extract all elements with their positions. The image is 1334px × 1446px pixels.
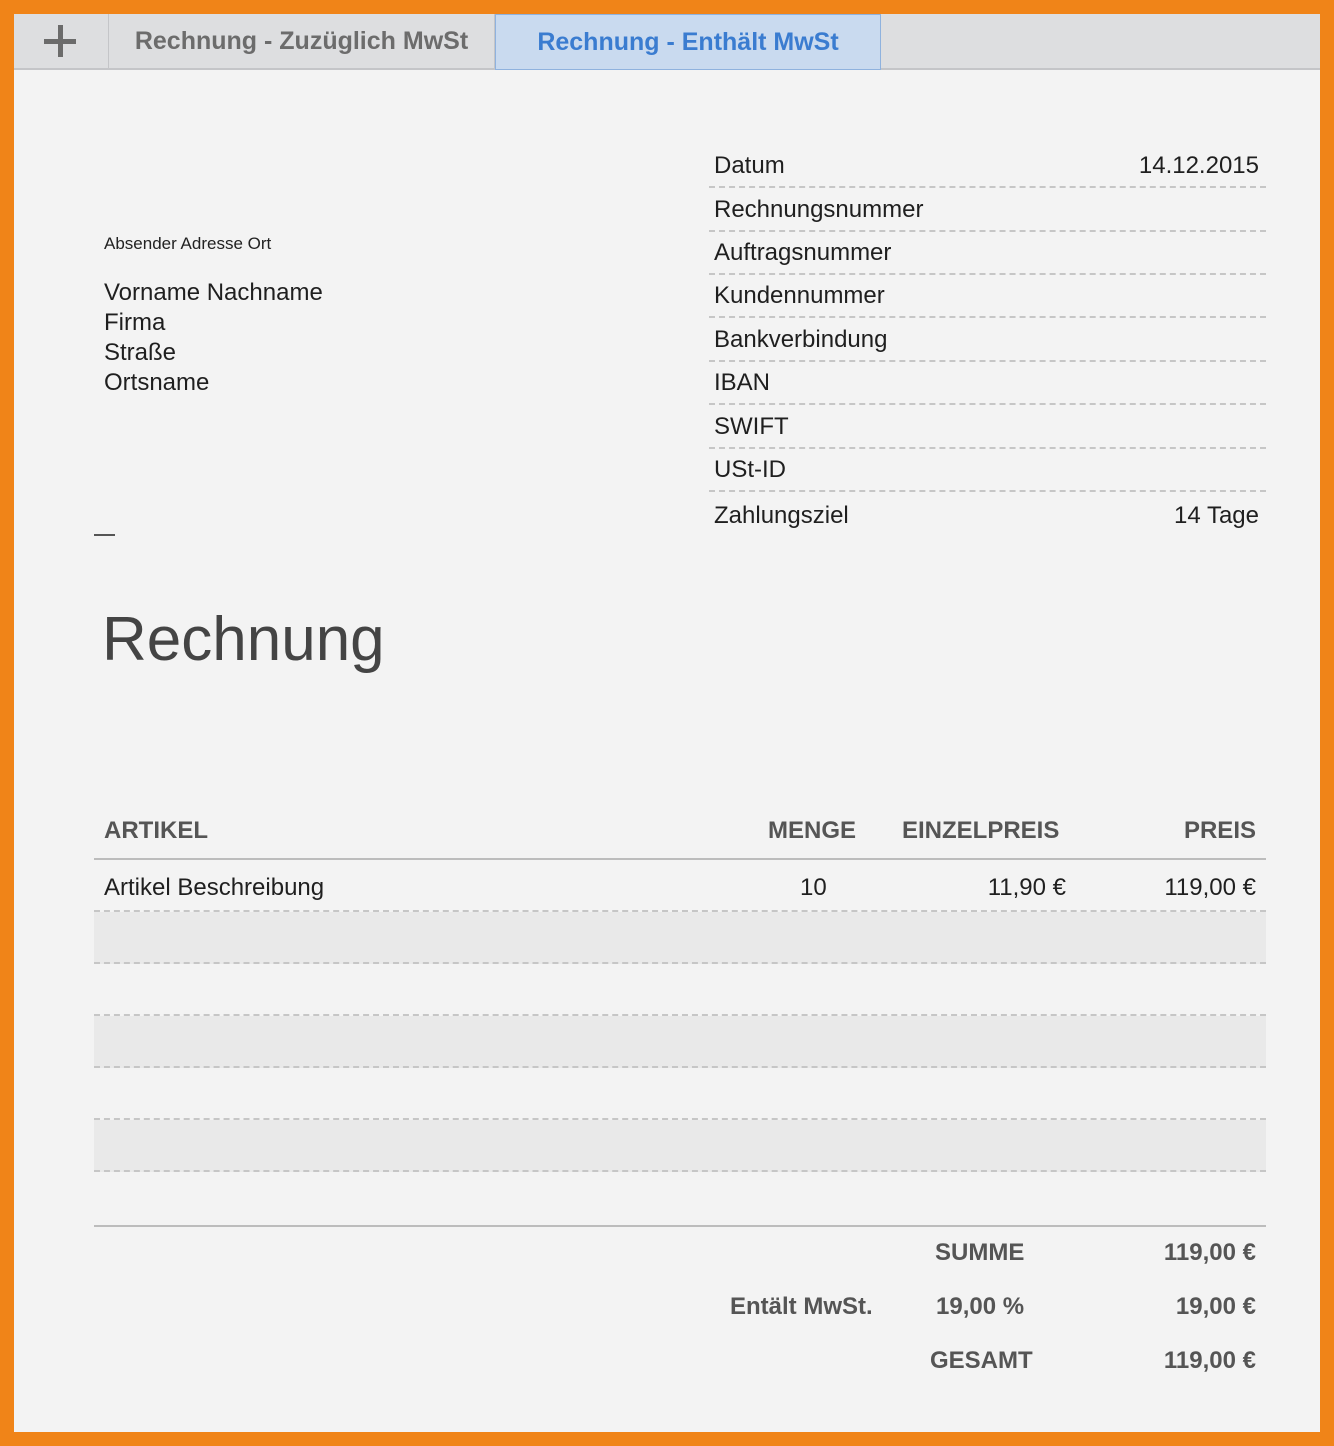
page-title: Rechnung (102, 605, 385, 674)
table-row (94, 1120, 1266, 1172)
table-row (94, 860, 1266, 912)
cell-artikel: Artikel Beschreibung (104, 874, 325, 901)
cell-preis: 119,00 € (1164, 874, 1256, 901)
meta-row-kundennummer (709, 275, 1266, 318)
table-row (94, 964, 1266, 1016)
meta-label: IBAN (714, 369, 771, 396)
summe-label: SUMME (935, 1239, 1025, 1266)
tab-enthaelt-mwst[interactable]: Rechnung - Enthält MwSt (495, 14, 881, 70)
header-artikel: ARTIKEL (104, 817, 208, 844)
recipient-city: Ortsname (104, 369, 210, 396)
summe-value: 119,00 € (1163, 1239, 1256, 1266)
gesamt-value: 119,00 € (1163, 1347, 1256, 1374)
document-window (14, 14, 1320, 1432)
meta-label: SWIFT (714, 413, 789, 440)
gesamt-label: GESAMT (930, 1347, 1033, 1374)
meta-row-iban (709, 362, 1266, 405)
meta-row-swift (709, 406, 1266, 449)
table-row (94, 912, 1266, 964)
meta-row-auftragsnummer (709, 232, 1266, 275)
mwst-label: Entält MwSt. (730, 1293, 873, 1320)
meta-label: Auftragsnummer (714, 239, 892, 266)
table-footer-divider (94, 1225, 1266, 1227)
meta-row-ust-id (709, 449, 1266, 492)
meta-value: 14.12.2015 (1138, 152, 1259, 179)
mwst-value: 19,00 € (1175, 1293, 1256, 1320)
meta-value: 14 Tage (1174, 502, 1259, 529)
cell-menge: 10 (800, 874, 827, 901)
meta-label: Datum (714, 152, 785, 179)
sender-line: Absender Adresse Ort (104, 234, 272, 253)
meta-label: Bankverbindung (714, 326, 888, 353)
tab-zuzueglich-mwst[interactable]: Rechnung - Zuzüglich MwSt (109, 14, 495, 68)
recipient-name: Vorname Nachname (104, 279, 323, 306)
header-einzelpreis: EINZELPREIS (902, 817, 1060, 844)
add-tab-button[interactable] (14, 14, 109, 68)
meta-label: Zahlungsziel (714, 502, 849, 529)
header-preis: PREIS (1183, 817, 1256, 844)
header-menge: MENGE (768, 817, 857, 844)
meta-row-bankverbindung (709, 319, 1266, 362)
meta-label: USt-ID (714, 456, 786, 483)
recipient-street: Straße (104, 339, 177, 366)
meta-row-zahlungsziel (709, 493, 1266, 536)
recipient-company: Firma (104, 309, 166, 336)
cell-einzelpreis: 11,90 € (987, 874, 1066, 901)
table-row (94, 1068, 1266, 1120)
fold-mark (94, 534, 115, 536)
table-row (94, 1016, 1266, 1068)
meta-row-rechnungsnummer (709, 189, 1266, 232)
mwst-rate: 19,00 % (936, 1293, 1025, 1320)
meta-label: Rechnungsnummer (714, 196, 924, 223)
meta-row-datum (709, 145, 1266, 188)
meta-label: Kundennummer (714, 282, 885, 309)
tab-bar (14, 14, 1320, 70)
